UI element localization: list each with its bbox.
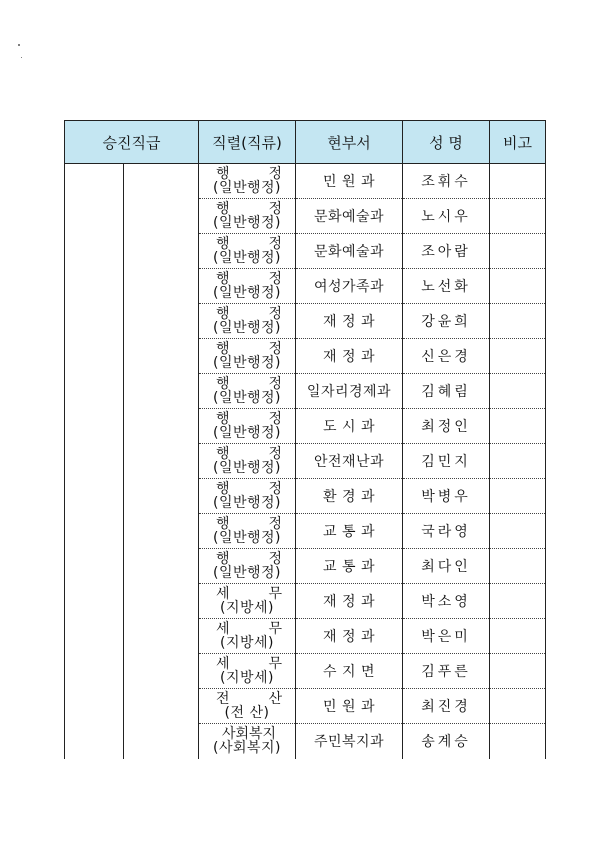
note-cell	[490, 549, 546, 584]
job-title-char: 정	[268, 516, 282, 532]
job-title-char: 행	[216, 516, 230, 532]
job-cell	[199, 269, 296, 304]
job-cell	[199, 409, 296, 444]
scan-speck	[18, 44, 20, 46]
dept-text: 재 정 과	[323, 349, 375, 365]
dept-cell	[296, 234, 403, 269]
note-cell	[490, 479, 546, 514]
job-subtitle: (일반행정)	[212, 530, 282, 546]
job-title-char: 무	[268, 656, 282, 672]
job-cell	[199, 619, 296, 654]
job-subtitle: (지방세)	[220, 670, 274, 686]
name-cell	[403, 339, 490, 374]
job-cell	[199, 374, 296, 409]
job-title-char: 세	[216, 656, 230, 672]
note-cell	[490, 654, 546, 689]
promotion-table	[64, 120, 546, 759]
dept-cell	[296, 339, 403, 374]
job-title-char: 정	[268, 271, 282, 287]
name-text: 최진경	[421, 699, 471, 715]
dept-text: 여성가족과	[313, 279, 385, 295]
dept-text: 민 원 과	[323, 699, 375, 715]
name-text: 조아람	[421, 244, 471, 260]
dept-text: 문화예술과	[313, 244, 385, 260]
job-title-char: 행	[216, 551, 230, 567]
dept-cell	[296, 654, 403, 689]
job-title-char: 행	[216, 201, 230, 217]
job-title-char: 정	[268, 481, 282, 497]
job-subtitle: (일반행정)	[212, 355, 282, 371]
note-cell	[490, 514, 546, 549]
job-title-char: 정	[268, 446, 282, 462]
job-title	[199, 447, 295, 461]
grade-cell-right	[124, 164, 199, 759]
dept-text: 환 경 과	[323, 489, 375, 505]
dept-cell	[296, 199, 403, 234]
dept-cell	[296, 549, 403, 584]
note-cell	[490, 269, 546, 304]
job-title-char: 정	[268, 201, 282, 217]
name-cell	[403, 234, 490, 269]
name-cell	[403, 689, 490, 724]
name-text: 송계승	[421, 734, 471, 751]
job-title-char: 무	[268, 586, 282, 602]
header-note: 비고	[490, 121, 546, 164]
note-cell	[490, 689, 546, 724]
job-title-char: 행	[216, 481, 230, 497]
dept-text: 재 정 과	[323, 594, 375, 610]
name-cell	[403, 479, 490, 514]
job-cell	[199, 479, 296, 514]
job-title-char: 행	[216, 271, 230, 287]
table-row	[65, 164, 546, 199]
job-title	[199, 342, 295, 356]
job-title	[199, 517, 295, 531]
job-title-char: 행	[216, 166, 230, 182]
note-cell	[490, 444, 546, 479]
dept-text: 교 통 과	[323, 559, 375, 575]
job-title-char: 행	[216, 306, 230, 322]
job-title	[199, 692, 295, 706]
name-cell	[403, 444, 490, 479]
job-title	[199, 482, 295, 496]
job-subtitle: (일반행정)	[212, 565, 282, 581]
note-cell	[490, 724, 546, 759]
dept-text: 도 시 과	[323, 419, 375, 435]
grade-cell-left	[65, 164, 124, 759]
header-grade: 승진직급	[65, 121, 199, 164]
note-cell	[490, 619, 546, 654]
table-header-row	[65, 121, 546, 164]
dept-text: 일자리경제과	[306, 384, 392, 400]
dept-cell	[296, 689, 403, 724]
job-subtitle: (지방세)	[220, 635, 274, 651]
name-text: 조휘수	[421, 174, 471, 190]
dept-text: 교 통 과	[323, 524, 375, 540]
job-subtitle: (사회복지)	[212, 740, 282, 757]
job-title-char: 세	[216, 586, 230, 602]
name-cell	[403, 269, 490, 304]
dept-cell	[296, 619, 403, 654]
dept-text: 주민복지과	[313, 734, 385, 751]
job-title	[199, 552, 295, 566]
name-text: 박은미	[421, 629, 471, 645]
header-name: 성 명	[403, 121, 490, 164]
name-cell	[403, 549, 490, 584]
name-cell	[403, 199, 490, 234]
job-title-char: 행	[216, 411, 230, 427]
job-title	[199, 412, 295, 426]
name-text: 김혜림	[421, 384, 471, 400]
job-title-char: 산	[268, 691, 282, 707]
job-title	[199, 657, 295, 671]
job-subtitle: (전 산)	[224, 705, 270, 721]
job-title	[199, 237, 295, 251]
job-cell	[199, 444, 296, 479]
job-subtitle: (일반행정)	[212, 250, 282, 266]
name-text: 노시우	[421, 209, 471, 225]
name-cell	[403, 514, 490, 549]
job-title-char: 행	[216, 341, 230, 357]
header-dept: 현부서	[296, 121, 403, 164]
job-title	[199, 307, 295, 321]
job-title-char: 무	[268, 621, 282, 637]
dept-cell	[296, 724, 403, 759]
job-title-char: 행	[216, 236, 230, 252]
scan-speck	[21, 57, 22, 58]
job-subtitle: (지방세)	[220, 600, 274, 616]
job-subtitle: (일반행정)	[212, 180, 282, 196]
job-title-char: 정	[268, 411, 282, 427]
job-title-char: 세	[216, 621, 230, 637]
job-title-char: 사회복지	[221, 726, 277, 743]
job-title-char: 행	[216, 376, 230, 392]
job-title-char: 전	[216, 691, 230, 707]
dept-text: 재 정 과	[323, 629, 375, 645]
dept-cell	[296, 409, 403, 444]
job-title-char: 정	[268, 551, 282, 567]
job-cell	[199, 234, 296, 269]
note-cell	[490, 164, 546, 199]
name-text: 김민지	[421, 454, 471, 470]
header-job: 직렬(직류)	[199, 121, 296, 164]
dept-cell	[296, 164, 403, 199]
job-subtitle: (일반행정)	[212, 285, 282, 301]
job-cell	[199, 164, 296, 199]
job-subtitle: (일반행정)	[212, 215, 282, 231]
job-title-char: 정	[268, 306, 282, 322]
job-cell	[199, 689, 296, 724]
dept-cell	[296, 269, 403, 304]
name-cell	[403, 304, 490, 339]
note-cell	[490, 374, 546, 409]
name-cell	[403, 619, 490, 654]
dept-cell	[296, 479, 403, 514]
dept-cell	[296, 374, 403, 409]
job-title	[199, 377, 295, 391]
name-cell	[403, 409, 490, 444]
job-subtitle: (일반행정)	[212, 495, 282, 511]
job-subtitle: (일반행정)	[212, 425, 282, 441]
job-title-char: 정	[268, 166, 282, 182]
note-cell	[490, 339, 546, 374]
dept-text: 수 지 면	[323, 664, 375, 680]
note-cell	[490, 199, 546, 234]
dept-cell	[296, 514, 403, 549]
dept-text: 재 정 과	[323, 314, 375, 330]
name-cell	[403, 654, 490, 689]
dept-cell	[296, 584, 403, 619]
name-text: 강윤희	[421, 314, 471, 330]
job-title-char: 정	[268, 341, 282, 357]
job-title	[199, 202, 295, 216]
job-title	[199, 167, 295, 181]
job-title	[199, 622, 295, 636]
job-title	[199, 587, 295, 601]
job-cell	[199, 654, 296, 689]
job-cell	[199, 199, 296, 234]
job-subtitle: (일반행정)	[212, 320, 282, 336]
job-title-char: 정	[268, 236, 282, 252]
name-text: 김푸른	[421, 664, 471, 680]
dept-text: 민 원 과	[323, 174, 375, 190]
name-cell	[403, 724, 490, 759]
name-cell	[403, 164, 490, 199]
job-cell	[199, 584, 296, 619]
note-cell	[490, 234, 546, 269]
job-subtitle: (일반행정)	[212, 390, 282, 406]
name-text: 노선화	[421, 279, 471, 295]
name-text: 최다인	[421, 559, 471, 575]
name-text: 박소영	[421, 594, 471, 610]
name-text: 최정인	[421, 419, 471, 435]
dept-text: 안전재난과	[313, 454, 385, 470]
job-title	[199, 272, 295, 286]
dept-cell	[296, 304, 403, 339]
name-text: 국라영	[421, 524, 471, 540]
name-cell	[403, 374, 490, 409]
job-subtitle: (일반행정)	[212, 460, 282, 476]
job-cell	[199, 514, 296, 549]
job-cell	[199, 339, 296, 374]
job-cell	[199, 549, 296, 584]
name-text: 신은경	[421, 349, 471, 365]
table-body	[65, 164, 546, 759]
note-cell	[490, 409, 546, 444]
name-cell	[403, 584, 490, 619]
job-title-char: 행	[216, 446, 230, 462]
job-cell	[199, 724, 296, 759]
dept-text: 문화예술과	[313, 209, 385, 225]
note-cell	[490, 304, 546, 339]
dept-cell	[296, 444, 403, 479]
job-cell	[199, 304, 296, 339]
job-title-char: 정	[268, 376, 282, 392]
note-cell	[490, 584, 546, 619]
name-text: 박병우	[421, 489, 471, 505]
